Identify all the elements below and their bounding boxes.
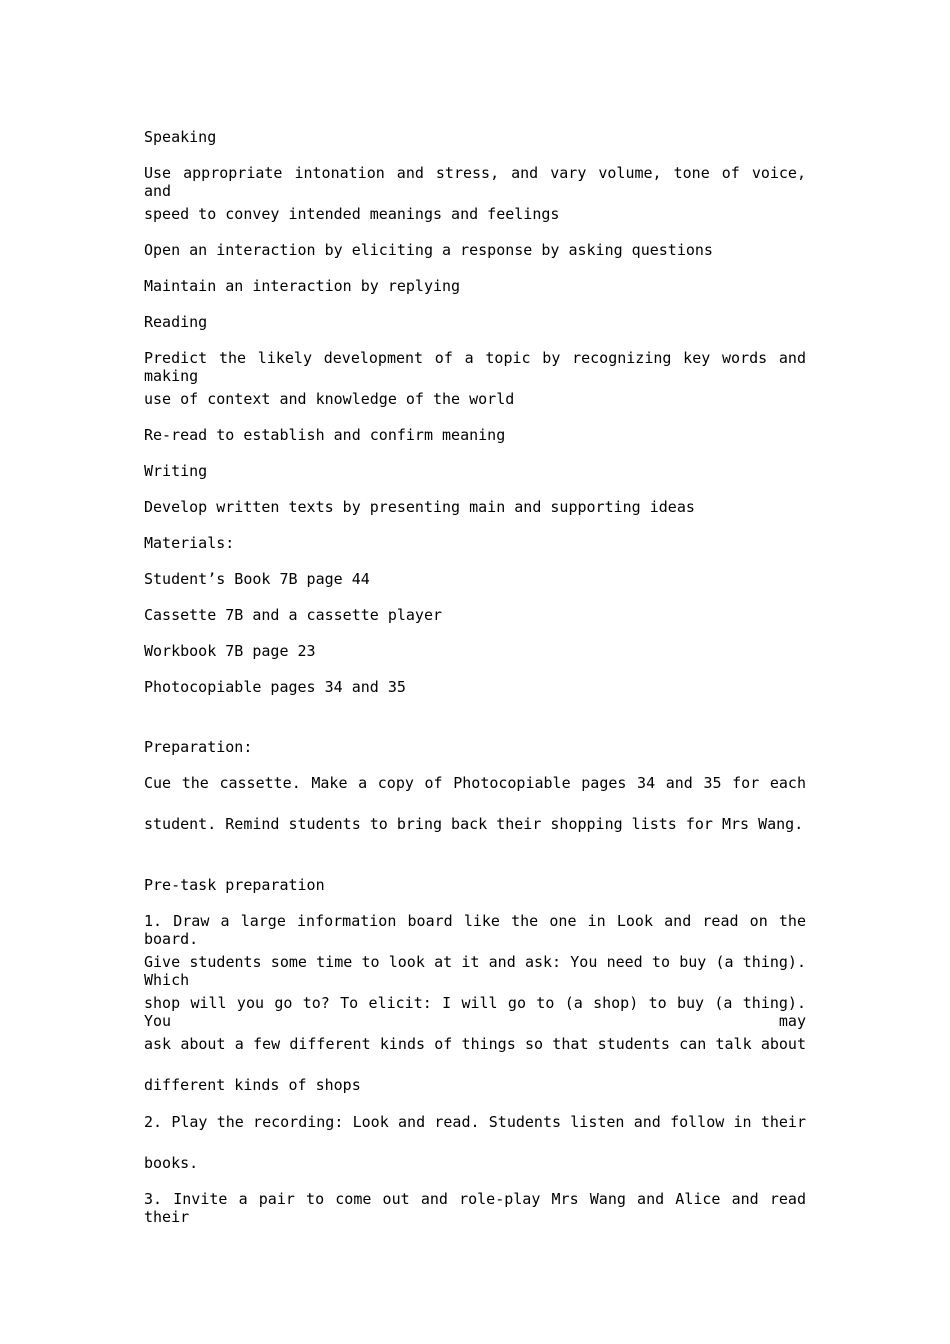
heading-speaking: Speaking (144, 128, 217, 146)
text-line: Maintain an interaction by replying (144, 277, 461, 295)
text-line: use of context and knowledge of the world (144, 390, 515, 408)
heading-reading: Reading (144, 313, 208, 331)
text-line: 1. Draw a large information board like the one in Look and read on the board. (144, 912, 806, 948)
heading-writing: Writing (144, 462, 208, 480)
text-line: 3. Invite a pair to come out and role-play Mrs Wang and Alice and read their (144, 1190, 806, 1226)
text-line: Give students some time to look at it and ask: You need to buy (a thing). Which (144, 953, 806, 989)
text-line: Develop written texts by presenting main and supporting ideas (144, 498, 695, 516)
text-line: speed to convey intended meanings and feelings (144, 205, 560, 223)
material-item: Student’s Book 7B page 44 (144, 570, 370, 588)
text-line: ask about a few different kinds of things so that students can talk about (144, 1035, 806, 1053)
material-item: Photocopiable pages 34 and 35 (144, 678, 406, 696)
text-line: shop will you go to? To elicit: I will go to (a shop) to buy (a thing). You may (144, 994, 806, 1030)
heading-preparation: Preparation: (144, 738, 253, 756)
text-line: books. (144, 1154, 199, 1172)
text-line: Use appropriate intonation and stress, and vary volume, tone of voice, and (144, 164, 806, 200)
text-line: student. Remind students to bring back their shopping lists for Mrs Wang. (144, 815, 804, 833)
text-line: Cue the cassette. Make a copy of Photocopiable pages 34 and 35 for each (144, 774, 806, 792)
heading-materials: Materials: (144, 534, 235, 552)
text-line: 2. Play the recording: Look and read. Students listen and follow in their (144, 1113, 806, 1131)
material-item: Workbook 7B page 23 (144, 642, 316, 660)
material-item: Cassette 7B and a cassette player (144, 606, 443, 624)
heading-pre-task: Pre-task preparation (144, 876, 325, 894)
text-line: Open an interaction by eliciting a response by asking questions (144, 241, 713, 259)
text-line: Re-read to establish and confirm meaning (144, 426, 506, 444)
text-line: different kinds of shops (144, 1076, 361, 1094)
text-line: Predict the likely development of a topic by recognizing key words and making (144, 349, 806, 385)
